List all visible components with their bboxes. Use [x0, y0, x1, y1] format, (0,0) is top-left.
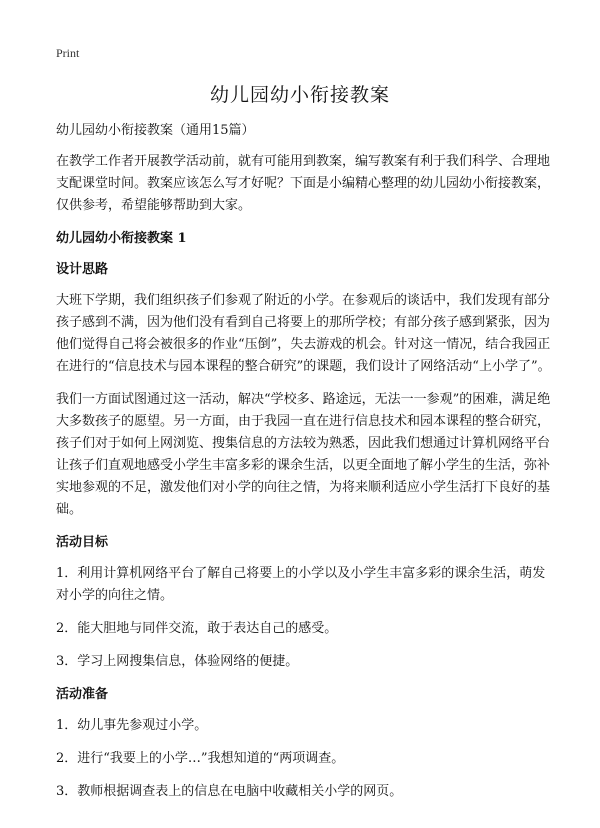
prep-item: 2．进行“我要上的小学…”我想知道的“两项调查。 — [56, 751, 345, 766]
goals-heading: 活动目标 — [56, 535, 109, 550]
document-body — [56, 120, 556, 814]
prep-item: 1．幼儿事先参观过小学。 — [56, 718, 208, 733]
design-paragraph-1: 大班下学期，我们组织孩子们参观了附近的小学。在参观后的谈话中，我们发现有部分孩子感到不满，因为他们没有看到自己将要上的那所学校；有部分孩子感到紧张，因为他们觉得自己将会被很多的作业“压倒”，失去游戏的机会。针对这一情况，结合我园正在进行的“信息技术与园本课程的整合研究”的课题，我们设计了网络活动“上小学了”。 — [56, 293, 551, 374]
prep-heading: 活动准备 — [56, 687, 109, 702]
goal-item: 1．利用计算机网络平台了解自己将要上的小学以及小学生丰富多彩的课余生活，萌发对小学的向往之情。 — [56, 566, 546, 603]
section-title: 幼儿园幼小衔接教案 1 — [56, 231, 187, 246]
prep-item: 3．教师根据调查表上的信息在电脑中收藏相关小学的网页。 — [56, 784, 403, 799]
goal-item: 2．能大胆地与同伴交流，敢于表达自己的感受。 — [56, 621, 338, 636]
document-title: 幼儿园幼小衔接教案 — [209, 84, 390, 106]
document-subtitle: 幼儿园幼小衔接教案（通用15篇） — [56, 123, 255, 138]
intro-paragraph: 在教学工作者开展教学活动前，就有可能用到教案，编写教案有利于我们科学、合理地支配课堂时间。教案应该怎么写才好呢？下面是小编精心整理的幼儿园幼小衔接教案，仅供参考，希望能够帮助到大家。 — [56, 154, 551, 213]
goal-item: 3．学习上网搜集信息，体验网络的便捷。 — [56, 654, 299, 669]
design-heading: 设计思路 — [56, 262, 109, 277]
design-paragraph-2: 我们一方面试图通过这一活动，解决“学校多、路途远，无法一一参观”的困难，满足绝大多数孩子的愿望。另一方面，由于我园一直在进行信息技术和园本课程的整合研究，孩子们对于如何上网浏览、搜集信息的方法较为熟悉，因此我们想通过计算机网络平台让孩子们直观地感受小学生丰富多彩的课余生活，以更全面地了解小学生的生活，弥补实地参观的不足，激发他们对小学的向往之情，为将来顺利适应小学生活打下良好的基础。 — [56, 392, 551, 517]
print-link[interactable]: Print — [56, 46, 80, 60]
